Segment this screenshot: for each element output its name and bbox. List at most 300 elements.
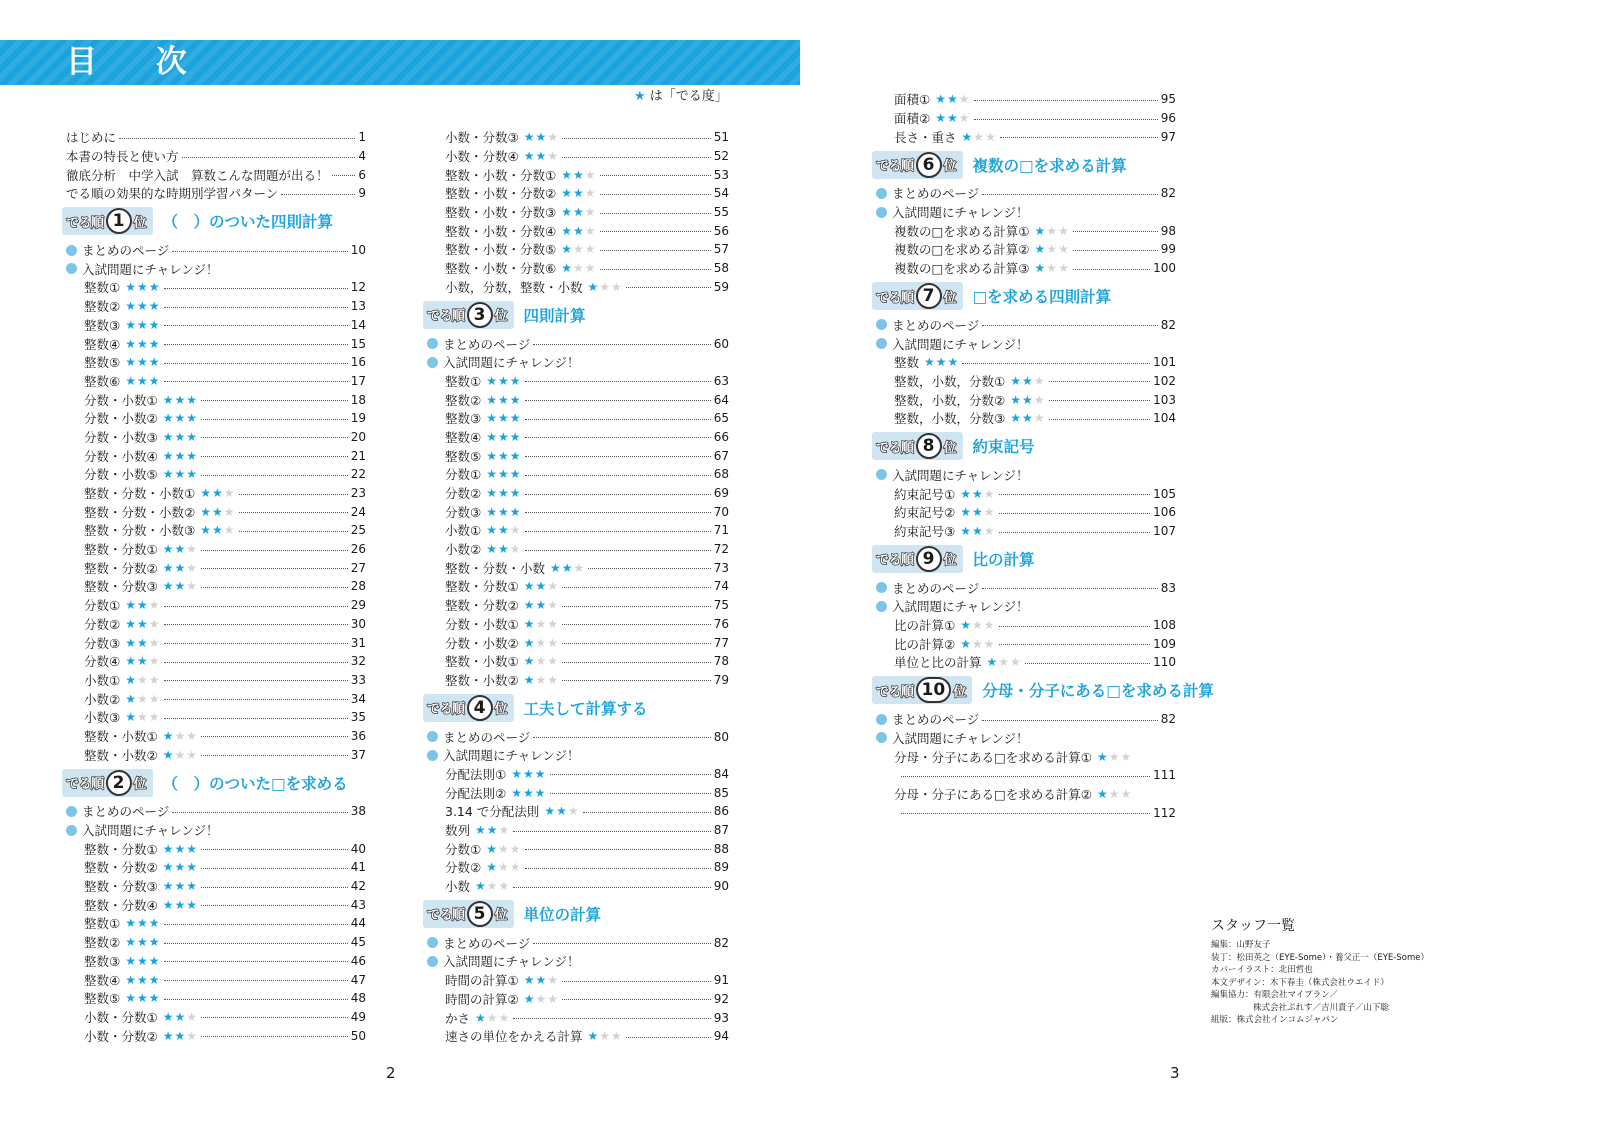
star-filled-icon: ★ — [162, 448, 175, 463]
star-filled-icon: ★ — [136, 373, 149, 388]
difficulty-stars — [163, 842, 198, 856]
page-number: 20 — [350, 429, 366, 444]
entry-label: 整数・分数② — [84, 860, 158, 876]
leader-dots — [164, 718, 348, 719]
entry-label: 約束記号③ — [894, 524, 956, 540]
star-empty-icon: ★ — [547, 616, 560, 631]
star-empty-icon: ★ — [599, 279, 612, 294]
difficulty-stars — [163, 579, 198, 593]
toc-entry — [66, 708, 366, 727]
star-empty-icon: ★ — [1046, 261, 1059, 276]
star-filled-icon: ★ — [535, 973, 548, 988]
page-number: 58 — [713, 261, 729, 276]
toc-entry — [427, 596, 729, 615]
leader-dots — [525, 475, 711, 476]
star-filled-icon: ★ — [136, 299, 149, 314]
entry-label: 分母・分子にある□を求める計算② — [894, 786, 1093, 802]
star-filled-icon: ★ — [136, 953, 149, 968]
star-empty-icon: ★ — [148, 654, 161, 669]
leader-dots — [533, 737, 710, 738]
difficulty-stars — [960, 637, 995, 651]
toc-entry — [427, 990, 729, 1009]
entry-label: 分数① — [445, 841, 482, 857]
page-number: 36 — [350, 728, 366, 743]
rank-badge — [872, 432, 963, 460]
leader-dots — [164, 999, 348, 1000]
star-filled-icon: ★ — [935, 355, 948, 370]
leader-dots — [201, 437, 348, 438]
star-filled-icon: ★ — [1010, 373, 1022, 388]
toc-entry — [66, 689, 366, 708]
star-empty-icon: ★ — [611, 279, 623, 294]
star-filled-icon: ★ — [572, 186, 585, 201]
leader-dots — [626, 287, 711, 288]
difficulty-stars — [924, 355, 959, 369]
bullet-dot-icon — [66, 263, 77, 274]
star-empty-icon: ★ — [223, 486, 236, 501]
entry-label: まとめのページ — [892, 317, 980, 333]
star-filled-icon: ★ — [1097, 749, 1109, 764]
leader-dots — [201, 568, 348, 569]
star-filled-icon: ★ — [162, 579, 175, 594]
difficulty-stars — [125, 654, 160, 668]
page-number: 18 — [350, 392, 366, 407]
page-number: 16 — [350, 355, 366, 370]
toc-entry — [66, 428, 366, 447]
staff-line: 編集：山野友子 — [1211, 940, 1271, 950]
entry-label: 小数 — [445, 879, 471, 895]
entry-label: 整数・小数・分数⑤ — [445, 242, 557, 258]
challenge-heading — [876, 597, 1176, 616]
leader-dots — [201, 419, 348, 420]
difficulty-stars — [200, 523, 235, 537]
leader-dots — [901, 813, 1150, 814]
difficulty-stars — [1035, 224, 1070, 238]
toc-entry — [427, 221, 729, 240]
page-number: 9 — [358, 186, 366, 201]
star-empty-icon: ★ — [584, 223, 597, 238]
star-filled-icon: ★ — [486, 429, 498, 444]
difficulty-stars — [588, 280, 623, 294]
star-empty-icon: ★ — [509, 841, 522, 856]
leader-dots — [562, 981, 711, 982]
entry-label: 整数・分数① — [445, 579, 519, 595]
toc-entry — [427, 821, 729, 840]
section-title: □を求める四則計算 — [972, 288, 1112, 306]
star-empty-icon: ★ — [535, 616, 548, 631]
page-number: 34 — [350, 691, 366, 706]
toc-entry — [66, 165, 366, 184]
star-filled-icon: ★ — [523, 616, 536, 631]
star-filled-icon: ★ — [535, 149, 548, 164]
star-filled-icon: ★ — [125, 598, 137, 613]
leader-dots — [332, 175, 356, 176]
difficulty-stars — [524, 673, 559, 687]
toc-entry — [66, 278, 366, 297]
page-number-left: 2 — [386, 1064, 396, 1082]
entry-label: 小数・分数③ — [445, 130, 519, 146]
staff-line: カバーイラスト：北田哲也 — [1211, 965, 1313, 975]
star-filled-icon: ★ — [509, 392, 522, 407]
star-filled-icon: ★ — [486, 467, 498, 482]
entry-label: 分数① — [84, 598, 121, 614]
leader-dots — [626, 1037, 711, 1038]
entry-label: 分数① — [445, 467, 482, 483]
difficulty-stars — [524, 617, 559, 631]
rank-badge — [423, 694, 514, 722]
toc-entry — [876, 484, 1176, 503]
rank-badge-suffix: 位 — [943, 159, 957, 175]
star-empty-icon: ★ — [174, 728, 187, 743]
difficulty-stars — [486, 449, 521, 463]
rank-number: 6 — [916, 152, 942, 178]
entry-label: 整数・分数③ — [84, 579, 158, 595]
leader-dots — [1049, 419, 1151, 420]
page-number: 23 — [350, 486, 366, 501]
page-number: 41 — [350, 860, 366, 875]
star-filled-icon: ★ — [162, 411, 175, 426]
page-number: 82 — [713, 935, 729, 950]
entry-label: 小数・分数① — [84, 1009, 158, 1025]
star-filled-icon: ★ — [186, 411, 199, 426]
star-filled-icon: ★ — [136, 916, 149, 931]
rank-badge-prefix: でる順 — [427, 908, 465, 924]
difficulty-stars — [588, 1029, 623, 1043]
star-empty-icon: ★ — [486, 1010, 499, 1025]
entry-label: 整数④ — [84, 336, 121, 352]
page-number: 44 — [350, 916, 366, 931]
entry-label: 分数③ — [445, 504, 482, 520]
leader-dots — [164, 307, 348, 308]
leader-dots — [550, 774, 711, 775]
entry-label: 時間の計算② — [445, 991, 519, 1007]
star-empty-icon: ★ — [186, 542, 199, 557]
star-filled-icon: ★ — [162, 1028, 175, 1043]
star-filled-icon: ★ — [935, 92, 947, 107]
rank-badge-prefix: でる順 — [876, 684, 914, 700]
leader-dots — [172, 251, 347, 252]
star-filled-icon: ★ — [1021, 411, 1034, 426]
star-filled-icon: ★ — [497, 467, 510, 482]
star-filled-icon: ★ — [125, 691, 137, 706]
entry-label: 分数・小数① — [445, 616, 519, 632]
star-filled-icon: ★ — [509, 373, 522, 388]
summary-entry — [427, 933, 729, 952]
entry-label: まとめのページ — [443, 729, 531, 745]
star-empty-icon: ★ — [983, 486, 996, 501]
star-filled-icon: ★ — [561, 186, 573, 201]
rank-badge-suffix: 位 — [494, 309, 508, 325]
star-filled-icon: ★ — [486, 542, 498, 557]
entry-label: 整数③ — [84, 317, 121, 333]
star-filled-icon: ★ — [522, 785, 535, 800]
star-empty-icon: ★ — [1033, 411, 1046, 426]
page-number: 91 — [713, 973, 729, 988]
star-filled-icon: ★ — [148, 916, 161, 931]
leader-dots — [239, 512, 348, 513]
star-filled-icon: ★ — [509, 486, 522, 501]
star-filled-icon: ★ — [486, 486, 498, 501]
star-filled-icon: ★ — [136, 935, 149, 950]
star-filled-icon: ★ — [1021, 392, 1034, 407]
bullet-dot-icon — [876, 582, 887, 593]
star-filled-icon: ★ — [148, 317, 161, 332]
toc-entry — [427, 184, 729, 203]
page-number: 64 — [713, 392, 729, 407]
leader-dots — [1073, 231, 1158, 232]
leader-dots — [600, 175, 711, 176]
rank-number: 7 — [916, 283, 942, 309]
star-filled-icon: ★ — [497, 373, 510, 388]
leader-dots — [562, 138, 711, 139]
difficulty-stars — [486, 523, 521, 537]
star-filled-icon: ★ — [550, 560, 562, 575]
star-empty-icon: ★ — [148, 672, 161, 687]
toc-entry — [876, 522, 1176, 541]
star-filled-icon: ★ — [125, 635, 137, 650]
bullet-dot-icon — [427, 750, 438, 761]
entry-label: 入試問題にチャレンジ！ — [892, 336, 1029, 352]
entry-label: 時間の計算① — [445, 973, 519, 989]
section-title: 複数の□を求める計算 — [972, 156, 1127, 175]
star-filled-icon: ★ — [125, 336, 137, 351]
star-filled-icon: ★ — [136, 991, 149, 1006]
star-empty-icon: ★ — [148, 691, 161, 706]
legend-text: は「でる度」 — [649, 89, 728, 104]
page-number: 78 — [713, 654, 729, 669]
star-filled-icon: ★ — [561, 560, 574, 575]
page-number: 45 — [350, 935, 366, 950]
entry-label: 小数，分数，整数・小数 — [445, 279, 583, 295]
star-filled-icon: ★ — [486, 823, 499, 838]
entry-label: 複数の□を求める計算① — [894, 223, 1030, 239]
difficulty-stars — [163, 430, 198, 444]
star-empty-icon: ★ — [498, 879, 511, 894]
toc-entry — [66, 502, 366, 521]
toc-entry — [427, 802, 729, 821]
entry-label: 整数・分数③ — [84, 879, 158, 895]
page-number: 4 — [358, 149, 366, 164]
entry-label: 入試問題にチャレンジ！ — [892, 599, 1029, 615]
star-filled-icon: ★ — [486, 523, 498, 538]
star-filled-icon: ★ — [162, 429, 175, 444]
toc-entry — [427, 502, 729, 521]
entry-label: 整数⑤ — [84, 355, 121, 371]
leader-dots — [525, 849, 711, 850]
star-filled-icon: ★ — [174, 560, 187, 575]
page-number: 25 — [350, 523, 366, 538]
star-empty-icon: ★ — [497, 841, 510, 856]
difficulty-stars — [475, 1011, 510, 1025]
challenge-heading — [876, 334, 1176, 353]
star-empty-icon: ★ — [186, 560, 199, 575]
leader-dots — [1049, 381, 1151, 382]
entry-label: 整数 — [894, 355, 920, 371]
star-empty-icon: ★ — [1058, 261, 1070, 276]
page-number: 110 — [1153, 655, 1176, 670]
section-title: 分母・分子にある□を求める計算 — [982, 682, 1214, 701]
summary-entry — [427, 727, 729, 746]
toc-entry — [876, 616, 1176, 635]
leader-dots — [562, 643, 711, 644]
star-empty-icon: ★ — [148, 710, 161, 725]
difficulty-stars — [1010, 411, 1045, 425]
difficulty-stars — [550, 561, 585, 575]
star-filled-icon: ★ — [523, 579, 536, 594]
star-filled-icon: ★ — [523, 635, 536, 650]
difficulty-stars — [163, 748, 198, 762]
page-number: 24 — [350, 504, 366, 519]
star-empty-icon: ★ — [584, 242, 597, 257]
toc-entry — [427, 1027, 729, 1046]
bullet-dot-icon — [876, 732, 887, 743]
section-header — [872, 543, 1176, 574]
star-filled-icon: ★ — [162, 560, 175, 575]
star-filled-icon: ★ — [174, 448, 187, 463]
difficulty-stars — [475, 879, 510, 893]
summary-entry — [876, 184, 1176, 203]
difficulty-stars — [163, 898, 198, 912]
star-empty-icon: ★ — [584, 205, 597, 220]
rank-badge — [423, 301, 514, 329]
entry-label: 面積① — [894, 92, 931, 108]
difficulty-stars — [524, 973, 559, 987]
star-filled-icon: ★ — [162, 897, 175, 912]
star-filled-icon: ★ — [174, 1009, 187, 1024]
difficulty-stars — [524, 130, 559, 144]
leader-dots — [201, 587, 348, 588]
entry-label: 小数② — [445, 542, 482, 558]
page-number: 94 — [713, 1029, 729, 1044]
page-number: 40 — [350, 841, 366, 856]
star-empty-icon: ★ — [497, 860, 510, 875]
page-number: 74 — [713, 579, 729, 594]
star-filled-icon: ★ — [125, 953, 137, 968]
star-filled-icon: ★ — [561, 167, 573, 182]
difficulty-stars — [163, 561, 198, 575]
entry-label: 分数② — [445, 860, 482, 876]
entry-label: まとめのページ — [892, 186, 980, 202]
toc-entry — [427, 278, 729, 297]
section-header — [62, 206, 366, 237]
entry-label: 整数⑤ — [445, 448, 482, 464]
page-number: 27 — [350, 560, 366, 575]
toc-entry — [66, 970, 366, 989]
star-filled-icon: ★ — [486, 504, 498, 519]
page-number: 105 — [1153, 486, 1176, 501]
page-number: 100 — [1153, 261, 1176, 276]
entry-label: 徹底分析 中学入試 算数こんな問題が出る！ — [66, 167, 329, 183]
toc-entry — [66, 465, 366, 484]
star-filled-icon: ★ — [162, 467, 175, 482]
entry-label: 整数・分数・小数③ — [84, 523, 196, 539]
star-filled-icon: ★ — [960, 636, 972, 651]
page-number: 108 — [1153, 618, 1176, 633]
star-filled-icon: ★ — [136, 336, 149, 351]
star-empty-icon: ★ — [1046, 242, 1059, 257]
toc-entry — [66, 671, 366, 690]
entry-label: 複数の□を求める計算② — [894, 242, 1030, 258]
leader-dots — [999, 494, 1151, 495]
star-filled-icon: ★ — [162, 542, 175, 557]
star-empty-icon: ★ — [186, 1028, 199, 1043]
star-filled-icon: ★ — [475, 823, 487, 838]
rank-number: 9 — [916, 546, 942, 572]
page-number: 76 — [713, 616, 729, 631]
rank-badge — [872, 282, 963, 310]
star-filled-icon: ★ — [535, 579, 548, 594]
star-filled-icon: ★ — [561, 223, 573, 238]
toc-entry — [66, 952, 366, 971]
star-empty-icon: ★ — [136, 710, 149, 725]
star-empty-icon: ★ — [971, 618, 984, 633]
toc-entry — [427, 615, 729, 634]
bullet-dot-icon — [876, 469, 887, 480]
star-filled-icon: ★ — [946, 92, 959, 107]
entry-label: 整数・分数・小数 — [445, 560, 546, 576]
toc-entry — [427, 390, 729, 409]
challenge-heading — [427, 353, 729, 372]
page-number: 97 — [1160, 129, 1176, 144]
entry-label: 整数，小数，分数① — [894, 373, 1006, 389]
star-empty-icon: ★ — [1120, 786, 1133, 801]
difficulty-stars — [524, 654, 559, 668]
star-filled-icon: ★ — [174, 1028, 187, 1043]
star-filled-icon: ★ — [200, 523, 212, 538]
rank-badge-suffix: 位 — [943, 290, 957, 306]
star-empty-icon: ★ — [1108, 786, 1121, 801]
star-filled-icon: ★ — [136, 654, 149, 669]
star-filled-icon: ★ — [961, 129, 974, 144]
page-number: 52 — [713, 149, 729, 164]
star-filled-icon: ★ — [186, 467, 199, 482]
page-number: 106 — [1153, 505, 1176, 520]
toc-entry — [66, 297, 366, 316]
toc-entry — [66, 577, 366, 596]
bullet-dot-icon — [66, 825, 77, 836]
page-number: 35 — [350, 710, 366, 725]
entry-label: 単位と比の計算 — [894, 655, 982, 671]
page-number: 55 — [713, 205, 729, 220]
star-filled-icon: ★ — [523, 991, 536, 1006]
entry-label: 3.14 で分配法則 — [445, 804, 540, 820]
star-filled-icon: ★ — [174, 897, 187, 912]
entry-label: 分数③ — [84, 635, 121, 651]
leader-dots — [600, 231, 711, 232]
title-banner — [0, 40, 800, 85]
entry-label: 分数・小数⑤ — [84, 467, 158, 483]
leader-dots — [533, 344, 710, 345]
leader-dots — [525, 381, 711, 382]
entry-label: 整数② — [445, 392, 482, 408]
difficulty-stars — [163, 449, 198, 463]
challenge-heading — [427, 746, 729, 765]
difficulty-stars — [163, 393, 198, 407]
difficulty-stars — [125, 916, 160, 930]
section-title: 比の計算 — [972, 550, 1035, 569]
star-empty-icon: ★ — [1058, 223, 1070, 238]
page-number: 14 — [350, 317, 366, 332]
star-filled-icon: ★ — [162, 392, 175, 407]
toc-entry — [427, 128, 729, 147]
bullet-dot-icon — [427, 956, 438, 967]
leader-dots — [982, 325, 1157, 326]
star-empty-icon: ★ — [1058, 242, 1070, 257]
star-filled-icon: ★ — [486, 841, 498, 856]
star-filled-icon: ★ — [186, 897, 199, 912]
toc-entry — [427, 877, 729, 896]
rank-badge-suffix: 位 — [494, 702, 508, 718]
